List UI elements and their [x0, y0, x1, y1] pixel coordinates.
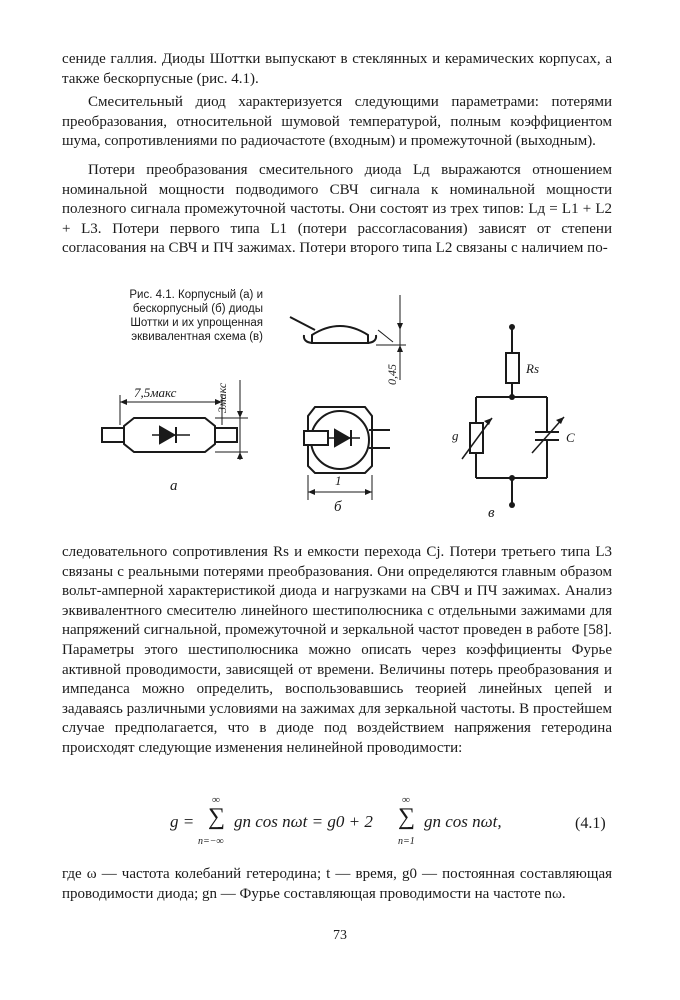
dim-a-height-label: 3макс	[215, 382, 229, 413]
dim-a-width-label: 7,5макс	[134, 385, 177, 400]
subfigure-c-label: в	[488, 505, 495, 521]
figure-4-1	[90, 285, 630, 525]
chip-diode-drawing	[290, 295, 406, 500]
sum1-sign: ∑	[208, 804, 226, 830]
g-label: g	[452, 428, 459, 443]
dim-b-width-label: 1	[335, 473, 342, 488]
formula-term2: gn cos nωt,	[424, 812, 502, 831]
sum2-upper-limit: ∞	[402, 794, 410, 806]
paragraph-2: Смесительный диод характеризуется следующими параметрами: потерями преобразования, относительной шумовой температурой, полным коэффициентом шума, сопротивлениями по радиочастоте (входным) и промежуточной (выходным).	[62, 94, 612, 150]
subfigure-a-label: а	[170, 478, 178, 494]
page-number: 73	[333, 928, 347, 943]
paragraph-4: следовательного сопротивления Rs и емкости перехода Cj. Потери третьего типа L3 связаны с реальными потерями преобразования. Они определяются главным образом вольт-амперной характеристикой диода и нагрузками на СВЧ и ПЧ зажимах. Анализ эквивалентного смесителю линейного шестиполюсника с отдельными зажимами для напряжений сигнальной, промежуточной и зеркальной частот проведен в работе [58]. Параметры этого шестиполюсника можно описать через коэффициенты Фурье активной проводимости, зависящей от времени. Величины потерь преобразования и импеданса можно определить, воспользовавшись теорией линейных цепей и задаваясь различными условиями на зажимах для зеркальной частоты. В простейшем случае предполагается, что в диоде под воздействием напряжения гетеродина происходят следующие изменения нелинейной проводимости:	[62, 544, 612, 756]
sum1-lower-limit: n=−∞	[198, 836, 224, 847]
equation-4-1	[170, 794, 510, 860]
paragraph-3: Потери преобразования смесительного диода Lд выражаются отношением номинальной мощности подводимого СВЧ сигнала к номинальной мощности полезного сигнала промежуточной частоты. Они состоят из трех типов: Lд = L1 + L2 + L3. Потери первого типа L1 (потери рассогласования) зависят от степени согласования на СВЧ и ПЧ зажимах. Потери второго типа L2 связаны с наличием по-	[62, 162, 612, 257]
formula-term1: gn cos nωt = g0 + 2	[234, 812, 373, 831]
dim-b-height-label: 0,45	[385, 364, 399, 385]
formula-lhs: g =	[170, 812, 195, 831]
paragraph-5: где ω — частота колебаний гетеродина; t — время, g0 — постоянная составляющая проводимости диода; gn — Фурье составляющая проводимости на частоте nω.	[62, 866, 612, 902]
figure-caption: Рис. 4.1. Корпусный (а) и бескорпусный (б) диоды Шоттки и их упрощенная эквивалентная схема (в)	[129, 289, 263, 343]
equation-number: (4.1)	[575, 815, 606, 832]
c-label: C	[566, 430, 575, 445]
paragraph-1: сениде галлия. Диоды Шоттки выпускают в стеклянных и керамических корпусах, а также бескорпусные (рис. 4.1).	[62, 51, 612, 87]
sum2-lower-limit: n=1	[398, 836, 415, 847]
sum1-upper-limit: ∞	[212, 794, 220, 806]
sum2-sign: ∑	[398, 804, 416, 830]
rs-label: Rs	[526, 361, 539, 376]
subfigure-b-label: б	[334, 499, 342, 515]
